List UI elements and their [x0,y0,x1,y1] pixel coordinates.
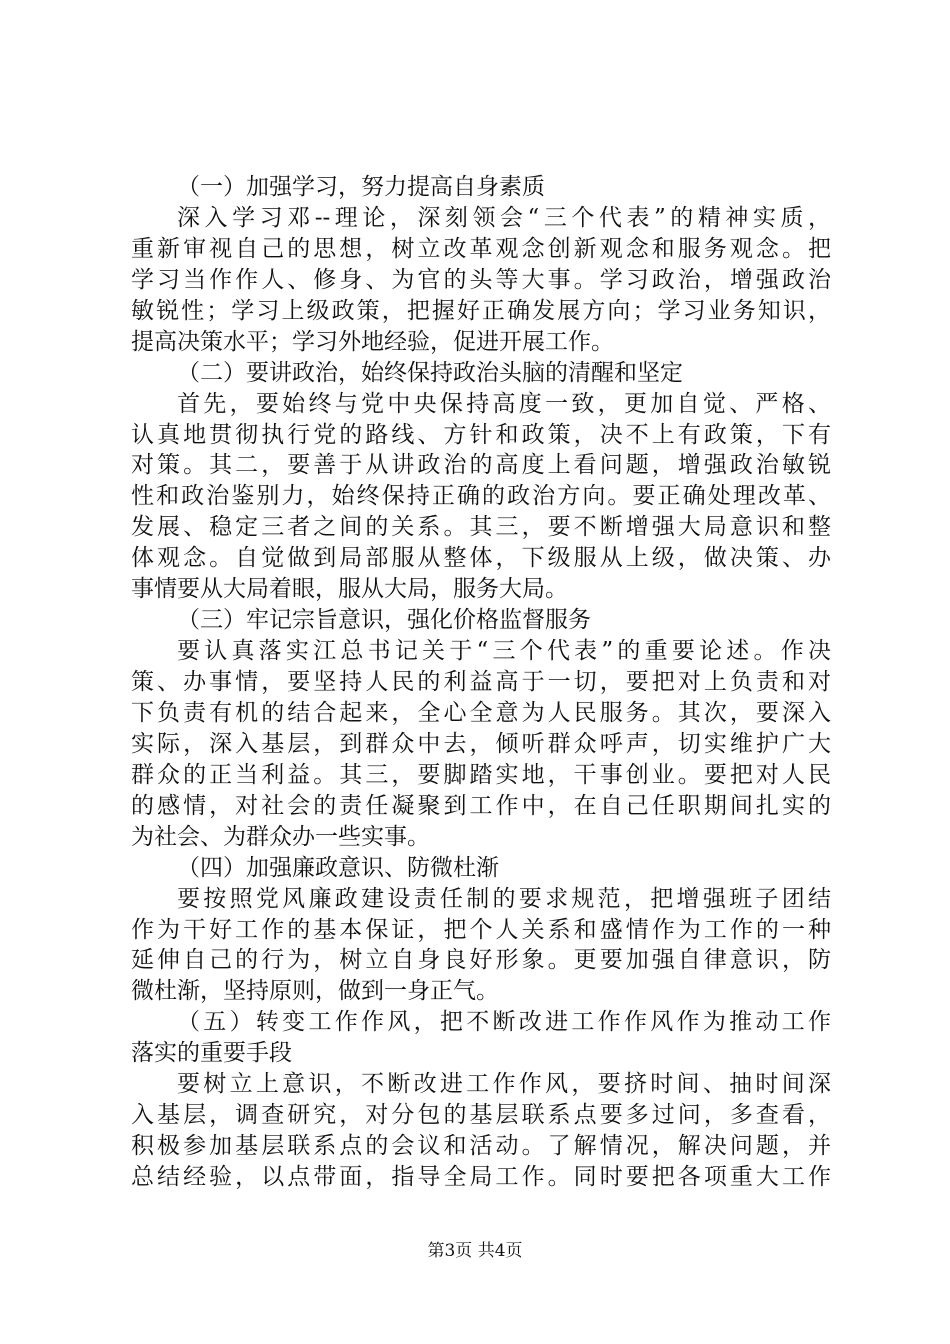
paragraph-line: 作为干好工作的基本保证，把个人关系和盛情作为工作的一种 [131,916,831,943]
section-heading-5: （五）转变工作作风，把不断改进工作作风作为推动工作 [177,1009,831,1036]
paragraph-line: 性和政治鉴别力，始终保持正确的政治方向。要正确处理改革、 [131,483,831,510]
paragraph-line: 敏锐性；学习上级政策，把握好正确发展方向；学习业务知识， [131,297,831,324]
paragraph-line: 要树立上意识，不断改进工作作风，要挤时间、抽时间深 [177,1071,831,1098]
paragraph-line: 首先，要始终与党中央保持高度一致，更加自觉、严格、 [177,390,831,417]
paragraph-line: 群众的正当利益。其三，要脚踏实地，干事创业。要把对人民 [131,761,831,788]
section-heading-5-continued: 落实的重要手段 [131,1040,292,1067]
paragraph-line: 延伸自己的行为，树立自身良好形象。更要加强自律意识，防 [131,947,831,974]
paragraph-line: 提高决策水平；学习外地经验，促进开展工作。 [131,328,614,355]
paragraph-line: 体观念。自觉做到局部服从整体，下级服从上级，做决策、办 [131,545,831,572]
paragraph-line: 发展、稳定三者之间的关系。其三，要不断增强大局意识和整 [131,514,831,541]
paragraph-line: 深入学习邓--理论，深刻领会“三个代表”的精神实质， [177,204,831,231]
section-heading-4: （四）加强廉政意识、防微杜渐 [177,854,499,881]
paragraph-line: 策、办事情，要坚持人民的利益高于一切，要把对上负责和对 [131,669,831,695]
section-heading-2: （二）要讲政治，始终保持政治头脑的清醒和坚定 [177,359,683,386]
body-text [131,172,831,1193]
paragraph-line: 下负责有机的结合起来，全心全意为人民服务。其次，要深入 [131,699,831,726]
paragraph-line: 学习当作作人、修身、为官的头等大事。学习政治，增强政治 [131,266,831,293]
paragraph-line: 微杜渐，坚持原则，做到一身正气。 [131,978,499,1005]
paragraph-line: 总结经验，以点带面，指导全局工作。同时要把各项重大工作 [131,1164,831,1190]
paragraph-line: 对策。其二，要善于从讲政治的高度上看问题，增强政治敏锐 [131,452,831,479]
paragraph-line: 事情要从大局着眼，服从大局，服务大局。 [131,576,568,603]
paragraph-line: 实际，深入基层，到群众中去，倾听群众呼声，切实维护广大 [131,730,831,757]
paragraph-line: 要按照党风廉政建设责任制的要求规范，把增强班子团结 [177,885,831,912]
paragraph-line: 积极参加基层联系点的会议和活动。了解情况，解决问题，并 [131,1133,831,1160]
paragraph-line: 要认真落实江总书记关于“三个代表”的重要论述。作决 [177,638,831,665]
paragraph-line: 认真地贯彻执行党的路线、方针和政策，决不上有政策，下有 [131,421,831,448]
paragraph-line: 的感情，对社会的责任凝聚到工作中，在自己任职期间扎实的 [131,792,831,819]
paragraph-line: 重新审视自己的思想，树立改革观念创新观念和服务观念。把 [131,235,831,262]
section-heading-3: （三）牢记宗旨意识，强化价格监督服务 [177,607,591,634]
paragraph-line: 入基层，调查研究，对分包的基层联系点要多过问，多查看， [131,1102,831,1129]
section-heading-1: （一）加强学习，努力提高自身素质 [177,174,545,200]
page-footer: 第3页 共4页 [427,1241,523,1261]
paragraph-line: 为社会、为群众办一些实事。 [131,823,430,850]
